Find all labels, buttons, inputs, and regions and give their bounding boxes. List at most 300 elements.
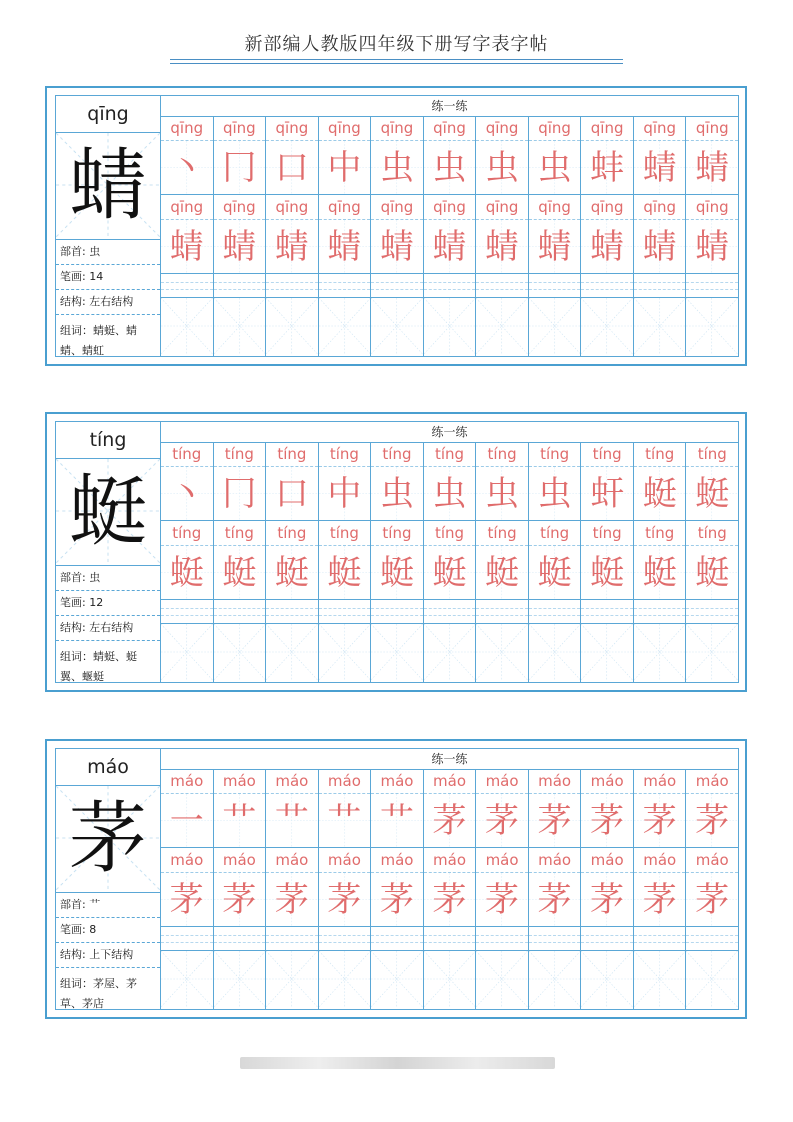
char-info-panel xyxy=(56,96,161,356)
pinyin-writing-line[interactable] xyxy=(161,927,213,951)
trace-char: 蜻 xyxy=(590,227,625,267)
practice-column xyxy=(266,769,319,1009)
trace-cell xyxy=(476,220,528,274)
pinyin-writing-line[interactable] xyxy=(319,600,371,624)
trace-cell xyxy=(371,546,423,600)
trace-char: 蜓 xyxy=(274,553,309,593)
trace-char: 蜻 xyxy=(274,227,309,267)
pinyin-writing-line[interactable] xyxy=(161,600,213,624)
pinyin-writing-line[interactable] xyxy=(686,600,738,624)
stroke-count-label: 笔画: 8 xyxy=(56,918,160,943)
trace-char: 蜓 xyxy=(222,553,257,593)
trace-pinyin: máo xyxy=(529,848,581,873)
char-card-2 xyxy=(45,412,747,692)
practice-column xyxy=(529,442,582,682)
practice-grid xyxy=(161,422,738,682)
pinyin-writing-line[interactable] xyxy=(476,927,528,951)
pinyin-writing-line[interactable] xyxy=(424,600,476,624)
practice-column xyxy=(686,116,738,356)
trace-pinyin: qīng xyxy=(476,195,528,220)
mi-grid-writing-cell[interactable] xyxy=(581,298,633,354)
practice-column xyxy=(371,116,424,356)
stroke-step-char: 艹 xyxy=(379,801,414,841)
stroke-pinyin: qīng xyxy=(424,116,476,141)
word-group-label: 组词：茅屋、茅草、茅店 xyxy=(60,977,137,1010)
mi-grid-writing-cell[interactable] xyxy=(686,298,738,354)
trace-cell xyxy=(319,546,371,600)
trace-pinyin: máo xyxy=(424,848,476,873)
trace-cell xyxy=(424,546,476,600)
practice-column xyxy=(371,442,424,682)
stroke-pinyin: qīng xyxy=(214,116,266,141)
stroke-pinyin: qīng xyxy=(476,116,528,141)
trace-cell xyxy=(581,546,633,600)
trace-char: 蜻 xyxy=(169,227,204,267)
stroke-pinyin: tíng xyxy=(424,442,476,467)
trace-pinyin: tíng xyxy=(214,521,266,546)
trace-pinyin: tíng xyxy=(634,521,686,546)
practice-column xyxy=(476,442,529,682)
trace-cell xyxy=(686,873,738,927)
trace-cell xyxy=(161,220,213,274)
trace-char: 茅 xyxy=(695,880,730,920)
trace-pinyin: tíng xyxy=(581,521,633,546)
pinyin-writing-line[interactable] xyxy=(161,274,213,298)
practice-column xyxy=(686,442,738,682)
trace-pinyin: tíng xyxy=(424,521,476,546)
trace-char: 蜻 xyxy=(485,227,520,267)
trace-pinyin: tíng xyxy=(476,521,528,546)
stroke-pinyin: máo xyxy=(529,769,581,794)
mi-grid-writing-cell[interactable] xyxy=(634,951,686,1007)
mi-grid-writing-cell[interactable] xyxy=(529,298,581,354)
trace-cell xyxy=(476,873,528,927)
mi-grid-writing-cell[interactable] xyxy=(371,298,423,354)
trace-char: 蜻 xyxy=(432,227,467,267)
stroke-pinyin: qīng xyxy=(529,116,581,141)
pinyin-writing-line[interactable] xyxy=(581,927,633,951)
mi-grid-writing-cell[interactable] xyxy=(424,298,476,354)
stroke-step-char: 茅 xyxy=(537,801,572,841)
practice-column xyxy=(686,769,738,1009)
trace-cell xyxy=(634,220,686,274)
stroke-step-char: 虫 xyxy=(537,474,572,514)
pinyin-writing-line[interactable] xyxy=(424,274,476,298)
mi-grid-writing-cell[interactable] xyxy=(214,624,266,680)
stroke-step-char: 蜻 xyxy=(642,148,677,188)
trace-pinyin: máo xyxy=(476,848,528,873)
mi-grid-writing-cell[interactable] xyxy=(476,298,528,354)
stroke-count-label: 笔画: 14 xyxy=(56,265,160,290)
trace-char: 蜻 xyxy=(379,227,414,267)
model-char-box xyxy=(56,786,160,893)
stroke-step-char: 茅 xyxy=(695,801,730,841)
stroke-step-cell xyxy=(371,794,423,848)
stroke-step-char: 蜓 xyxy=(642,474,677,514)
pinyin-writing-line[interactable] xyxy=(266,274,318,298)
trace-pinyin: máo xyxy=(581,848,633,873)
model-char: 蜻 xyxy=(68,141,147,231)
pinyin-writing-line[interactable] xyxy=(319,274,371,298)
trace-char: 蜓 xyxy=(537,553,572,593)
practice-column xyxy=(266,442,319,682)
pinyin-writing-line[interactable] xyxy=(476,600,528,624)
trace-pinyin: qīng xyxy=(371,195,423,220)
trace-cell xyxy=(266,220,318,274)
stroke-pinyin: tíng xyxy=(214,442,266,467)
practice-column xyxy=(161,442,214,682)
stroke-step-cell xyxy=(581,141,633,195)
practice-column xyxy=(581,769,634,1009)
trace-pinyin: máo xyxy=(161,848,213,873)
stroke-step-cell xyxy=(371,467,423,521)
trace-pinyin: tíng xyxy=(529,521,581,546)
trace-cell xyxy=(581,220,633,274)
trace-char: 茅 xyxy=(537,880,572,920)
stroke-pinyin: máo xyxy=(371,769,423,794)
mi-grid-writing-cell[interactable] xyxy=(214,951,266,1007)
mi-grid-writing-cell[interactable] xyxy=(581,624,633,680)
practice-column xyxy=(476,769,529,1009)
pinyin-writing-line[interactable] xyxy=(634,600,686,624)
stroke-step-char: 丶 xyxy=(169,148,204,188)
practice-column xyxy=(529,769,582,1009)
mi-grid-writing-cell[interactable] xyxy=(266,298,318,354)
stroke-step-char: 虫 xyxy=(485,474,520,514)
pinyin-writing-line[interactable] xyxy=(214,927,266,951)
char-card-1 xyxy=(45,86,747,366)
stroke-step-char: 艹 xyxy=(274,801,309,841)
stroke-step-cell xyxy=(424,467,476,521)
trace-char: 茅 xyxy=(327,880,362,920)
trace-pinyin: máo xyxy=(371,848,423,873)
stroke-step-char: 虫 xyxy=(432,148,467,188)
mi-grid-writing-cell[interactable] xyxy=(529,624,581,680)
stroke-step-cell xyxy=(634,141,686,195)
pinyin-writing-line[interactable] xyxy=(634,274,686,298)
practice-column xyxy=(529,116,582,356)
trace-char: 茅 xyxy=(274,880,309,920)
practice-column xyxy=(581,116,634,356)
pinyin-writing-line[interactable] xyxy=(476,274,528,298)
pinyin-writing-line[interactable] xyxy=(634,927,686,951)
document-title: 新部编人教版四年级下册写字表字帖 xyxy=(244,34,549,55)
stroke-pinyin: máo xyxy=(214,769,266,794)
card-inner-frame xyxy=(55,748,739,1010)
trace-pinyin: qīng xyxy=(686,195,738,220)
trace-char: 茅 xyxy=(222,880,257,920)
mi-grid-writing-cell[interactable] xyxy=(214,298,266,354)
stroke-step-char: 口 xyxy=(274,148,309,188)
trace-char: 蜓 xyxy=(379,553,414,593)
practice-heading: 练一练 xyxy=(161,749,738,770)
trace-pinyin: máo xyxy=(266,848,318,873)
mi-grid-writing-cell[interactable] xyxy=(319,624,371,680)
stroke-step-cell xyxy=(371,141,423,195)
mi-grid-writing-cell[interactable] xyxy=(424,951,476,1007)
pinyin-writing-line[interactable] xyxy=(214,274,266,298)
word-group-label: 组词：蜻蜓、蜓翼、蝘蜓 xyxy=(60,650,137,683)
practice-column xyxy=(634,769,687,1009)
structure-label: 结构: 左右结构 xyxy=(56,616,160,641)
trace-cell xyxy=(634,546,686,600)
mi-grid-writing-cell[interactable] xyxy=(634,298,686,354)
char-info-panel xyxy=(56,422,161,682)
trace-char: 蜻 xyxy=(695,227,730,267)
stroke-step-cell xyxy=(161,794,213,848)
trace-cell xyxy=(266,546,318,600)
mi-grid-writing-cell[interactable] xyxy=(319,951,371,1007)
trace-pinyin: qīng xyxy=(634,195,686,220)
structure-label: 结构: 左右结构 xyxy=(56,290,160,315)
trace-char: 茅 xyxy=(432,880,467,920)
practice-heading: 练一练 xyxy=(161,422,738,443)
stroke-step-cell xyxy=(161,467,213,521)
trace-char: 蜻 xyxy=(327,227,362,267)
trace-char: 蜓 xyxy=(485,553,520,593)
stroke-pinyin: máo xyxy=(161,769,213,794)
practice-column xyxy=(476,116,529,356)
stroke-step-char: 一 xyxy=(169,801,204,841)
stroke-step-char: 蚌 xyxy=(590,148,625,188)
trace-pinyin: qīng xyxy=(214,195,266,220)
stroke-step-cell xyxy=(424,794,476,848)
stroke-step-char: 茅 xyxy=(590,801,625,841)
stroke-step-cell xyxy=(529,141,581,195)
mi-grid-writing-cell[interactable] xyxy=(161,298,213,354)
pinyin-writing-line[interactable] xyxy=(266,927,318,951)
mi-grid-writing-cell[interactable] xyxy=(581,951,633,1007)
trace-cell xyxy=(529,873,581,927)
trace-cell xyxy=(371,873,423,927)
mi-grid-writing-cell[interactable] xyxy=(476,624,528,680)
practice-grid xyxy=(161,96,738,356)
trace-char: 蜓 xyxy=(327,553,362,593)
trace-char: 蜓 xyxy=(695,553,730,593)
trace-char: 蜻 xyxy=(537,227,572,267)
trace-pinyin: qīng xyxy=(529,195,581,220)
stroke-step-char: 虫 xyxy=(485,148,520,188)
trace-pinyin: tíng xyxy=(266,521,318,546)
stroke-pinyin: tíng xyxy=(686,442,738,467)
stroke-pinyin: máo xyxy=(424,769,476,794)
mi-grid-writing-cell[interactable] xyxy=(686,951,738,1007)
stroke-step-cell xyxy=(319,467,371,521)
card-inner-frame xyxy=(55,95,739,357)
stroke-pinyin: qīng xyxy=(686,116,738,141)
stroke-pinyin: qīng xyxy=(266,116,318,141)
trace-cell xyxy=(161,546,213,600)
practice-column xyxy=(424,116,477,356)
stroke-pinyin: máo xyxy=(634,769,686,794)
stroke-pinyin: tíng xyxy=(529,442,581,467)
radical-label: 部首: 艹 xyxy=(56,893,160,918)
trace-cell xyxy=(634,873,686,927)
pinyin-writing-line[interactable] xyxy=(529,600,581,624)
trace-cell xyxy=(214,873,266,927)
trace-pinyin: máo xyxy=(634,848,686,873)
practice-column xyxy=(319,116,372,356)
stroke-step-char: 虷 xyxy=(590,474,625,514)
mi-grid-writing-cell[interactable] xyxy=(266,624,318,680)
mi-grid-writing-cell[interactable] xyxy=(424,624,476,680)
stroke-step-char: 茅 xyxy=(432,801,467,841)
stroke-pinyin: máo xyxy=(476,769,528,794)
trace-char: 蜻 xyxy=(222,227,257,267)
trace-char: 茅 xyxy=(590,880,625,920)
mi-grid-writing-cell[interactable] xyxy=(371,951,423,1007)
stroke-pinyin: tíng xyxy=(476,442,528,467)
mi-grid-writing-cell[interactable] xyxy=(634,624,686,680)
stroke-step-cell xyxy=(266,794,318,848)
mi-grid-writing-cell[interactable] xyxy=(161,951,213,1007)
stroke-step-cell xyxy=(161,141,213,195)
trace-cell xyxy=(161,873,213,927)
trace-cell xyxy=(319,220,371,274)
stroke-pinyin: tíng xyxy=(161,442,213,467)
pinyin-writing-line[interactable] xyxy=(214,600,266,624)
pinyin-writing-line[interactable] xyxy=(686,274,738,298)
radical-label: 部首: 虫 xyxy=(56,240,160,265)
mi-grid-writing-cell[interactable] xyxy=(371,624,423,680)
stroke-pinyin: máo xyxy=(266,769,318,794)
stroke-step-cell xyxy=(319,794,371,848)
practice-column xyxy=(319,442,372,682)
char-pinyin: máo xyxy=(56,749,160,786)
stroke-pinyin: máo xyxy=(686,769,738,794)
stroke-pinyin: tíng xyxy=(266,442,318,467)
stroke-count-label: 笔画: 12 xyxy=(56,591,160,616)
practice-column xyxy=(161,769,214,1009)
trace-cell xyxy=(529,220,581,274)
stroke-step-char: 虫 xyxy=(432,474,467,514)
trace-cell xyxy=(476,546,528,600)
practice-column xyxy=(371,769,424,1009)
pinyin-writing-line[interactable] xyxy=(424,927,476,951)
mi-grid-writing-cell[interactable] xyxy=(266,951,318,1007)
trace-cell xyxy=(371,220,423,274)
structure-label: 结构: 上下结构 xyxy=(56,943,160,968)
trace-char: 蜓 xyxy=(590,553,625,593)
practice-column xyxy=(161,116,214,356)
pinyin-writing-line[interactable] xyxy=(529,274,581,298)
stroke-pinyin: qīng xyxy=(581,116,633,141)
model-char-box xyxy=(56,459,160,566)
stroke-step-cell xyxy=(476,794,528,848)
stroke-pinyin: máo xyxy=(319,769,371,794)
pinyin-writing-line[interactable] xyxy=(581,274,633,298)
practice-column xyxy=(266,116,319,356)
practice-column xyxy=(424,769,477,1009)
stroke-step-cell xyxy=(686,794,738,848)
trace-cell xyxy=(529,546,581,600)
stroke-step-cell xyxy=(634,794,686,848)
practice-heading: 练一练 xyxy=(161,96,738,117)
stroke-step-cell xyxy=(634,467,686,521)
mi-grid-writing-cell[interactable] xyxy=(529,951,581,1007)
stroke-step-cell xyxy=(529,467,581,521)
trace-cell xyxy=(424,220,476,274)
practice-column xyxy=(634,442,687,682)
stroke-step-cell xyxy=(529,794,581,848)
pinyin-writing-line[interactable] xyxy=(686,927,738,951)
stroke-step-cell xyxy=(476,467,528,521)
trace-cell xyxy=(581,873,633,927)
mi-grid-writing-cell[interactable] xyxy=(686,624,738,680)
practice-column xyxy=(424,442,477,682)
pinyin-writing-line[interactable] xyxy=(371,927,423,951)
trace-cell xyxy=(266,873,318,927)
trace-pinyin: tíng xyxy=(686,521,738,546)
stroke-pinyin: máo xyxy=(581,769,633,794)
pinyin-writing-line[interactable] xyxy=(529,927,581,951)
stroke-step-char: 艹 xyxy=(222,801,257,841)
mi-grid-writing-cell[interactable] xyxy=(319,298,371,354)
stroke-step-char: 蜓 xyxy=(695,474,730,514)
pinyin-writing-line[interactable] xyxy=(581,600,633,624)
trace-char: 蜓 xyxy=(642,553,677,593)
trace-cell xyxy=(686,546,738,600)
trace-cell xyxy=(319,873,371,927)
pinyin-writing-line[interactable] xyxy=(319,927,371,951)
model-char: 蜓 xyxy=(68,467,147,557)
mi-grid-writing-cell[interactable] xyxy=(476,951,528,1007)
stroke-step-char: 中 xyxy=(327,474,362,514)
trace-char: 茅 xyxy=(169,880,204,920)
trace-pinyin: qīng xyxy=(161,195,213,220)
stroke-step-cell xyxy=(424,141,476,195)
stroke-step-cell xyxy=(686,141,738,195)
stroke-step-cell xyxy=(476,141,528,195)
stroke-step-char: 口 xyxy=(274,474,309,514)
stroke-pinyin: tíng xyxy=(319,442,371,467)
stroke-pinyin: tíng xyxy=(581,442,633,467)
trace-char: 蜓 xyxy=(432,553,467,593)
stroke-step-char: 茅 xyxy=(642,801,677,841)
pinyin-writing-line[interactable] xyxy=(266,600,318,624)
trace-char: 蜓 xyxy=(169,553,204,593)
pinyin-writing-line[interactable] xyxy=(371,274,423,298)
stroke-step-cell xyxy=(581,794,633,848)
word-group-label: 组词：蜻蜓、蜻蜻、蜻虹 xyxy=(60,324,137,357)
stroke-pinyin: qīng xyxy=(161,116,213,141)
stroke-step-char: 冂 xyxy=(222,474,257,514)
trace-char: 茅 xyxy=(485,880,520,920)
stroke-pinyin: qīng xyxy=(634,116,686,141)
mi-grid-writing-cell[interactable] xyxy=(161,624,213,680)
trace-cell xyxy=(214,220,266,274)
stroke-pinyin: qīng xyxy=(371,116,423,141)
pinyin-writing-line[interactable] xyxy=(371,600,423,624)
char-info-panel xyxy=(56,749,161,1009)
trace-pinyin: máo xyxy=(214,848,266,873)
practice-column xyxy=(214,442,267,682)
trace-cell xyxy=(686,220,738,274)
trace-pinyin: tíng xyxy=(371,521,423,546)
stroke-step-cell xyxy=(214,141,266,195)
model-char-box xyxy=(56,133,160,240)
trace-cell xyxy=(214,546,266,600)
card-inner-frame xyxy=(55,421,739,683)
model-char: 茅 xyxy=(68,794,147,884)
practice-column xyxy=(214,769,267,1009)
practice-column xyxy=(581,442,634,682)
stroke-step-char: 中 xyxy=(327,148,362,188)
trace-char: 茅 xyxy=(379,880,414,920)
stroke-step-cell xyxy=(214,794,266,848)
trace-cell xyxy=(424,873,476,927)
trace-pinyin: qīng xyxy=(319,195,371,220)
